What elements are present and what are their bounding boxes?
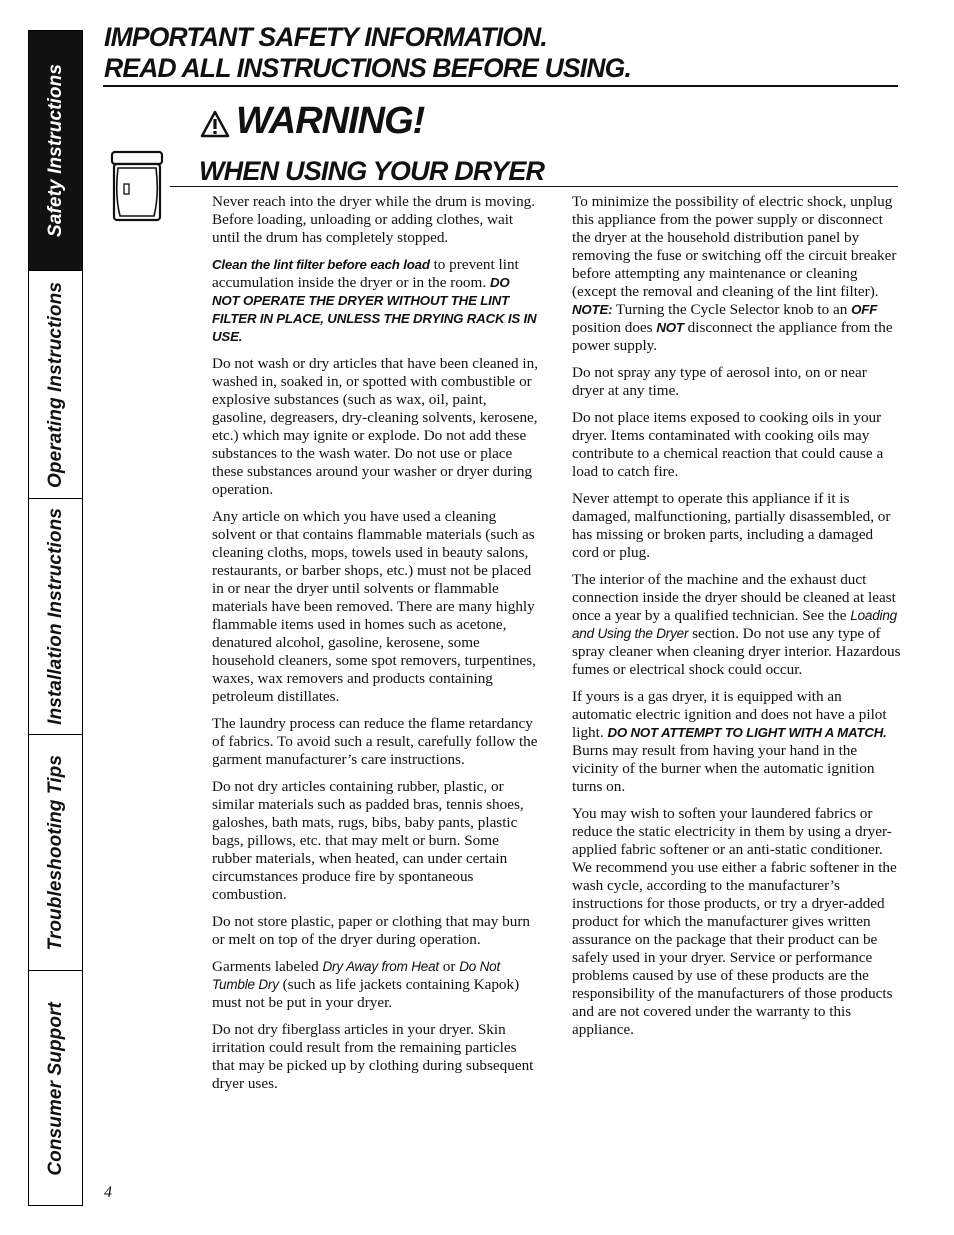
text: Turning the Cycle Selector knob to an — [612, 301, 852, 318]
text: Never reach into the dryer while the drum is moving. Before loading, unloading or adding clothes, wait until the drum has completely stopped. — [212, 193, 536, 246]
text: Never attempt to operate this appliance if it is damaged, malfunctioning, partially disassembled, or has missing or broken parts, including a damaged cord or plug. — [572, 490, 891, 561]
paragraph — [572, 364, 902, 400]
tab-label: Operating Instructions — [44, 281, 66, 488]
emphasis: Loading and Using the Dryer — [572, 608, 897, 641]
text: Do not spray any type of aerosol into, on or near dryer at any time. — [572, 364, 867, 399]
emphasis: DO NOT OPERATE THE DRYER WITHOUT THE LINT FILTER IN PLACE, UNLESS THE DRYING RACK IS IN USE. — [212, 275, 537, 344]
emphasis: Do Not Tumble Dry — [212, 959, 501, 992]
title-line-2: READ ALL INSTRUCTIONS BEFORE USING. — [104, 53, 632, 83]
left-column — [212, 193, 540, 1102]
text: or — [438, 958, 460, 975]
text: Do not dry fiberglass articles in your dryer. Skin irritation could result from the remaining particles that may be picked up by clothing during subsequent dryer uses. — [212, 1021, 534, 1092]
page-title — [104, 22, 904, 84]
warning-label: WARNING! — [236, 100, 425, 142]
paragraph — [212, 193, 540, 247]
paragraph — [212, 508, 540, 706]
paragraph — [572, 193, 902, 355]
emphasis: NOT — [656, 320, 684, 335]
paragraph — [572, 409, 902, 481]
tab-operating-instructions[interactable] — [29, 271, 82, 499]
section-title: WHEN USING YOUR DRYER — [199, 156, 545, 186]
paragraph — [212, 913, 540, 949]
emphasis: Clean the lint filter before each load — [212, 257, 430, 272]
right-column — [572, 193, 902, 1048]
paragraph — [572, 571, 902, 679]
text: Do not store plastic, paper or clothing that may burn or melt on top of the dryer during operation. — [212, 913, 531, 948]
paragraph — [572, 805, 902, 1039]
emphasis: NOTE: — [572, 302, 613, 317]
paragraph — [212, 715, 540, 769]
tab-safety-instructions[interactable] — [29, 31, 82, 271]
paragraph — [572, 688, 902, 796]
text: Any article on which you have used a cleaning solvent or that contains flammable materials (such as cleaning cloths, mops, towels used in beauty salons, restaurants, or barber shops, etc.) must not be placed in or near the dryer until solvents or flammable materials have been removed. There are many highly flammable items used in homes such as acetone, denatured alcohol, gasoline, kerosene, some household cleaners, some spot removers, turpentines, waxes, wax removers and products containing petroleum distillates. — [212, 508, 536, 705]
section-tabs — [28, 30, 83, 1206]
text: Do not wash or dry articles that have been cleaned in, washed in, soaked in, or spotted with combustible or explosive substances (such as wax, oil, paint, gasoline, degreasers, dry-cleaning solvents, kerosene, etc.) which may ignite or explode. Do not add these substances to the wash water. Do not use or place these substances around your washer or dryer during operation. — [212, 355, 538, 498]
text: The laundry process can reduce the flame retardancy of fabrics. To avoid such a result, carefully follow the garment manufacturer’s care instructions. — [212, 715, 538, 768]
tab-label: Installation Instructions — [44, 508, 66, 725]
section-divider — [170, 186, 898, 187]
warning-triangle-icon — [200, 110, 230, 138]
text: You may wish to soften your laundered fabrics or reduce the static electricity in them by using a dryer-applied fabric softener or an anti-static conditioner. We recommend you use either a fabric softener in the wash cycle, according to the manufacturer’s instructions for those products, or try a dryer-added product for which the manufacturer gives written assurance on the package that their product can be safely used in your dryer. Service or performance problems caused by use of these products are the responsibility of the manufacturers of those products and are not covered under the warranty to this appliance. — [572, 805, 897, 1038]
title-line-1: IMPORTANT SAFETY INFORMATION. — [104, 22, 547, 52]
dryer-icon — [108, 150, 166, 224]
paragraph — [212, 256, 540, 346]
text: To minimize the possibility of electric shock, unplug this appliance from the power supply or disconnect the dryer at the household distribution panel by removing the fuse or switching off the circuit breaker before attempting any maintenance or cleaning (except the removal and cleaning of the lint filter). — [572, 193, 897, 300]
text: disconnect the appliance from the power supply. — [572, 319, 893, 354]
text: If yours is a gas dryer, it is equipped with an automatic electric ignition and does not have a pilot light. — [572, 688, 887, 741]
emphasis: OFF — [851, 302, 878, 317]
text: to prevent lint accumulation inside the dryer or in the room. — [212, 256, 519, 291]
emphasis: DO NOT ATTEMPT TO LIGHT WITH A MATCH. — [607, 725, 887, 740]
header-divider — [103, 85, 898, 87]
paragraph — [212, 1021, 540, 1093]
paragraph — [572, 490, 902, 562]
page-number: 4 — [104, 1184, 112, 1201]
text: Burns may result from having your hand in the vicinity of the burner when the automatic ignition turns on. — [572, 742, 875, 795]
emphasis: Dry Away from Heat — [322, 959, 439, 974]
tab-label: Consumer Support — [44, 1002, 66, 1176]
tab-troubleshooting-tips[interactable] — [29, 735, 82, 971]
text: section. Do not use any type of spray cleaner when cleaning dryer interior. Hazardous fumes or electrical shock could occur. — [572, 625, 901, 678]
tab-installation-instructions[interactable] — [29, 499, 82, 735]
tab-label: Troubleshooting Tips — [44, 754, 66, 951]
tab-consumer-support[interactable] — [29, 971, 82, 1207]
text: Do not place items exposed to cooking oils in your dryer. Items contaminated with cooking oils may contribute to a chemical reaction that could cause a load to catch fire. — [572, 409, 884, 480]
text: The interior of the machine and the exhaust duct connection inside the dryer should be cleaned at least once a year by a qualified technician. See the — [572, 571, 896, 624]
paragraph — [212, 958, 540, 1012]
text: Garments labeled — [212, 958, 323, 975]
warning-heading — [200, 100, 424, 143]
paragraph — [212, 355, 540, 499]
tab-label: Safety Instructions — [44, 64, 66, 237]
paragraph — [212, 778, 540, 904]
text: position does — [572, 319, 657, 336]
text: (such as life jackets containing Kapok) must not be put in your dryer. — [212, 976, 520, 1011]
text: Do not dry articles containing rubber, plastic, or similar materials such as padded bras, tennis shoes, galoshes, bath mats, rugs, bibs, baby pants, plastic bags, pillows, etc. that may melt or burn. Some rubber materials, when heated, can under certain circumstances produce fire by spontaneous combustion. — [212, 778, 524, 903]
